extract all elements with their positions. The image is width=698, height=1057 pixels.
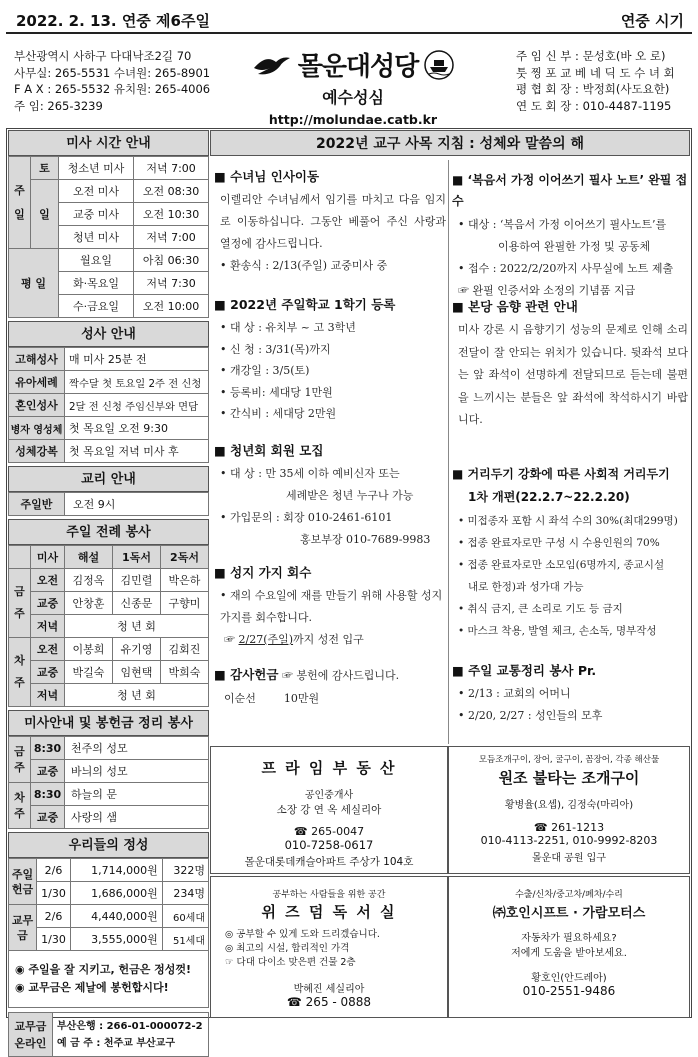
sacrament-name: 혼인성사	[9, 394, 65, 417]
traffic-item: • 2/13 : 교회의 어머니	[458, 687, 571, 700]
church-url[interactable]: http://molundae.catb.kr	[268, 112, 438, 127]
school-item: • 개강일 : 3/5(토)	[220, 364, 310, 377]
fax-line: F A X : 265-5532 유치원: 265-4006	[14, 82, 211, 96]
offering-count: 322명	[162, 859, 208, 882]
church-staff	[516, 48, 675, 114]
church-logo	[242, 46, 464, 127]
sacrament-name: 유아세례	[9, 371, 65, 394]
offering-amount: 4,440,000원	[71, 905, 163, 928]
ad-line: 자동차가 필요하세요?	[521, 933, 617, 944]
main-content	[210, 130, 690, 156]
ad-phone: ☎ 265-0047	[293, 825, 365, 838]
ad-address: 몰운대롯데캐슬아파트 주상가 104호	[244, 856, 414, 868]
offering-date: 2/6	[37, 859, 71, 882]
offering-note: ◉ 교무금은 제날에 봉헌합시다!	[15, 981, 169, 994]
guide-table	[8, 736, 209, 829]
church-name: 몰운대성당	[297, 52, 419, 82]
sat-mass-time: 저녁 7:00	[134, 157, 209, 180]
altar-mass: 저녁	[31, 615, 65, 638]
guide-this-week-label: 금주	[9, 737, 31, 783]
staff-prayer: 연 도 회 장 : 010-4487-1195	[516, 98, 672, 113]
ad-line: ◎ 공부할 수 있게 도와 드리겠습니다.	[225, 929, 380, 940]
school-item: • 대 상 : 유치부 ~ 고 3학년	[220, 321, 356, 334]
offering-count: 51세대	[162, 928, 208, 951]
sun-mass-time: 오전 08:30	[134, 180, 209, 203]
altar-mass: 오전	[31, 638, 65, 661]
left-column	[8, 130, 209, 1057]
altar-next-week-label: 차주	[9, 638, 31, 707]
sun-mass-time: 오전 10:30	[134, 203, 209, 226]
sacrament-name: 고해성사	[9, 348, 65, 371]
altar-mass: 교중	[31, 661, 65, 684]
traffic-notice	[452, 660, 688, 727]
ad-studyroom	[210, 876, 448, 1018]
bible-title: ■ ‘복음서 가정 이어쓰기 필사 노트’ 완필 접수	[452, 173, 688, 208]
youth-item: 홍보부장 010-7689-9983	[300, 533, 431, 546]
youth-title: ■ 청년회 회원 모집	[214, 443, 324, 458]
school-item: • 등록비: 세대당 1만원	[220, 385, 333, 399]
offering-amount: 1,714,000원	[71, 859, 163, 882]
sun-mass-time: 저녁 7:00	[134, 226, 209, 249]
ad-owner: 박혜진 세실리아	[293, 984, 365, 995]
sat-mass-name: 청소년 미사	[59, 157, 134, 180]
altar-col-reading1: 1독서	[113, 546, 161, 569]
altar-group: 청 년 회	[65, 684, 209, 707]
ad-address: 몰운대 공원 입구	[532, 853, 606, 864]
offering-count: 234명	[162, 882, 208, 905]
ad-line: 공인중개사	[304, 790, 354, 801]
guide-mass: 8:30	[31, 737, 65, 760]
sacrament-info: 첫 목요일 오전 9:30	[65, 417, 209, 440]
weekday-label: 평 일	[9, 249, 59, 318]
guide-group: 사랑의 샘	[65, 806, 209, 829]
traffic-title: ■ 주일 교통정리 봉사 Pr.	[452, 663, 597, 678]
header-bar	[6, 4, 692, 34]
ad-realestate	[210, 746, 448, 874]
altar-title: 주일 전례 봉사	[8, 519, 209, 545]
youth-item: • 가입문의 : 회장 010-2461-6101	[220, 511, 393, 524]
palm-note-prefix: ☞	[224, 633, 239, 646]
guide-title: 미사안내 및 봉헌금 정리 봉사	[8, 710, 209, 736]
nun-note: • 환송식 : 2/13(주일) 교중미사 중	[220, 259, 388, 272]
online-bank: 부산은행 : 266-01-000072-2	[57, 1020, 203, 1032]
ad-line: 수출/신차/중고차/폐차/수리	[515, 890, 623, 900]
sacraments-table	[8, 347, 209, 463]
pastor-phone-line: 주 임: 265-3239	[14, 98, 103, 113]
altar-person: 박길숙	[65, 661, 113, 684]
offering-title: 우리들의 정성	[8, 832, 209, 858]
altar-col-reading2: 2독서	[161, 546, 209, 569]
altar-mass: 오전	[31, 569, 65, 592]
sacraments-title: 성사 안내	[8, 321, 209, 347]
youth-notice	[214, 440, 446, 551]
address-line: 부산광역시 사하구 다대낙조2길 70	[14, 49, 192, 63]
bible-item: 이용하여 완필한 가정 및 공동체	[498, 240, 651, 253]
ad-line: 소장 강 연 옥 세실리아	[276, 804, 382, 816]
phone-line: 사무실: 265-5531 수녀원: 265-8901	[14, 65, 211, 80]
thanks-note: ☞ 봉헌에 감사드립니다.	[278, 669, 400, 682]
altar-person: 김민렬	[113, 569, 161, 592]
weekday-mass-name: 월요일	[59, 249, 134, 272]
distance-subtitle: 1차 개편(22.2.7~22.2.20)	[468, 490, 630, 504]
sacrament-info: 짝수달 첫 토요일 2주 전 신청	[65, 371, 209, 394]
ad-line: ☞ 다대 다이소 맞은편 건물 2층	[225, 957, 356, 968]
sacrament-name: 성체강복	[9, 440, 65, 463]
palm-notice	[214, 562, 446, 650]
weekday-mass-name: 수·금요일	[59, 295, 134, 318]
offering-date: 1/30	[37, 882, 71, 905]
ad-phone: 010-4113-2251, 010-9992-8203	[480, 834, 658, 847]
offering-count: 60세대	[162, 905, 208, 928]
altar-this-week-label: 금주	[9, 569, 31, 638]
altar-person: 이봉희	[65, 638, 113, 661]
ad-line: ◎ 최고의 시설, 합리적인 가격	[225, 943, 350, 954]
ad-line: 저에게 도움을 받아보세요.	[511, 948, 627, 959]
staff-sisters: 툿 찡 포 교 베 네 딕 도 수 녀 회	[516, 65, 675, 80]
distance-item: • 접종 완료자로만 구성 시 수용인원의 70%	[458, 537, 660, 549]
church-contacts	[14, 48, 210, 114]
ad-owner: 황병율(요셉), 김정숙(마리아)	[504, 800, 634, 811]
thanks-notice	[214, 664, 446, 709]
catechism-table	[8, 492, 209, 516]
distance-notice	[452, 464, 688, 642]
guide-mass: 교중	[31, 806, 65, 829]
school-item: • 간식비 : 세대당 2만원	[220, 407, 337, 420]
column-divider	[448, 160, 449, 744]
school-notice	[214, 294, 446, 425]
school-fee-label: 교무금	[9, 905, 37, 951]
ship-icon	[424, 50, 454, 80]
weekday-mass-time: 오전 10:00	[134, 295, 209, 318]
nun-notice	[214, 166, 446, 276]
ad-phone: 010-2551-9486	[522, 984, 616, 998]
bible-item: • 대상 : ‘복음서 가정 이어쓰기 필사노트’를	[458, 218, 667, 231]
offering-date: 1/30	[37, 928, 71, 951]
palm-date: 2/27(주일)	[238, 633, 294, 646]
guide-next-week-label: 차주	[9, 783, 31, 829]
palm-note-suffix: 까지 성전 입구	[293, 633, 364, 646]
catechism-time: 오전 9시	[65, 493, 209, 516]
offering-note: ◉ 주일을 잘 지키고, 헌금은 정성껏!	[15, 963, 192, 976]
altar-person: 김정옥	[65, 569, 113, 592]
guide-group: 하늘의 문	[65, 783, 209, 806]
nun-body: 이렐리안 수녀님께서 임기를 마치고 다음 임지로 이동하십니다. 그동안 베풀어 주신 사랑과 열정에 감사드립니다.	[220, 193, 446, 250]
school-title: ■ 2022년 주일학교 1학기 등록	[214, 297, 396, 312]
sun-mass-name: 교중 미사	[59, 203, 134, 226]
date-week: 2022. 2. 13. 연중 제6주일	[16, 12, 210, 30]
sun-mass-name: 청년 미사	[59, 226, 134, 249]
altar-col-commentary: 해설	[65, 546, 113, 569]
altar-person: 유기영	[113, 638, 161, 661]
altar-col-mass: 미사	[31, 546, 65, 569]
guide-mass: 교중	[31, 760, 65, 783]
staff-council: 평 협 회 장 : 박정희(사도요한)	[516, 82, 670, 96]
ad-title: ㈜호인시프트 · 가람모터스	[492, 906, 646, 921]
bible-item: • 접수 : 2022/2/20까지 사무실에 노트 제출	[458, 262, 674, 275]
altar-person: 박은하	[161, 569, 209, 592]
catechism-label: 주일반	[9, 493, 65, 516]
palm-body: • 재의 수요일에 재를 만들기 위해 사용할 성지 가지를 회수합니다.	[220, 589, 443, 624]
church-info	[6, 38, 692, 126]
youth-item: 세례받은 청년 누구나 가능	[286, 489, 414, 502]
thanks-title: ■ 감사헌금	[214, 667, 279, 682]
thanks-donor: 이순선	[224, 692, 256, 705]
youth-item: • 대 상 : 만 35세 이하 예비신자 또는	[220, 467, 400, 480]
sacrament-info: 2달 전 신청 주임신부와 면담	[65, 394, 209, 417]
offering-amount: 3,555,000원	[71, 928, 163, 951]
ad-title: 위 즈 덤 독 서 실	[261, 903, 397, 921]
ad-phone: ☎ 265 - 0888	[286, 995, 372, 1009]
sun-day: 일	[31, 180, 59, 249]
nun-title: ■ 수녀님 인사이동	[214, 169, 320, 184]
altar-mass: 저녁	[31, 684, 65, 707]
sacrament-info: 매 미사 25분 전	[65, 348, 209, 371]
weekday-mass-time: 저녁 7:30	[134, 272, 209, 295]
altar-person: 임현택	[113, 661, 161, 684]
altar-mass: 교중	[31, 592, 65, 615]
mass-table	[8, 156, 209, 318]
distance-item: • 미접종자 포함 시 좌석 수의 30%(최대299명)	[458, 515, 678, 527]
ad-title: 프 라 임 부 동 산	[261, 759, 397, 777]
sunday-label: 주 일	[9, 157, 31, 249]
pastoral-banner: 2022년 교구 사목 지침 : 성체와 말씀의 해	[210, 130, 690, 156]
distance-item: 내로 한정)과 성가대 가능	[468, 581, 584, 593]
staff-pastor: 주 임 신 부 : 문성호(바 오 로)	[516, 49, 666, 63]
guide-group: 바늬의 성모	[65, 760, 209, 783]
distance-item: • 마스크 착용, 발열 체크, 손소독, 명부작성	[458, 625, 657, 637]
dove-icon	[252, 50, 292, 80]
offering-date: 2/6	[37, 905, 71, 928]
school-item: • 신 청 : 3/31(목)까지	[220, 342, 331, 356]
traffic-item: • 2/20, 2/27 : 성인들의 모후	[458, 709, 603, 722]
altar-person: 구향미	[161, 592, 209, 615]
altar-person: 박희숙	[161, 661, 209, 684]
ad-line: 공부하는 사람들을 위한 공간	[272, 890, 386, 900]
bible-item: ☞ 완필 인증서와 소정의 기념품 지급	[458, 284, 636, 297]
sunday-offering-label: 주일헌금	[9, 859, 37, 905]
sound-title: ■ 본당 음향 관련 안내	[452, 299, 578, 314]
offering-amount: 1,686,000원	[71, 882, 163, 905]
distance-item: • 접종 완료자로만 소모임(6명까지, 종교시설	[458, 559, 665, 571]
altar-group: 청 년 회	[65, 615, 209, 638]
ad-owner: 황호인(안드레아)	[531, 973, 607, 984]
offering-table	[8, 858, 209, 951]
church-patron: 예수성심	[322, 88, 384, 107]
sacrament-info: 첫 목요일 저녁 미사 후	[65, 440, 209, 463]
sat-day: 토	[31, 157, 59, 180]
ad-clam	[448, 746, 690, 874]
ad-phone: 010-7258-0617	[284, 838, 374, 852]
liturgical-season: 연중 시기	[620, 12, 684, 30]
altar-person: 김회진	[161, 638, 209, 661]
ad-title: 원조 불타는 조개구이	[498, 769, 640, 787]
sound-notice	[452, 296, 688, 432]
guide-mass: 8:30	[31, 783, 65, 806]
weekday-mass-name: 화·목요일	[59, 272, 134, 295]
altar-person: 안창훈	[65, 592, 113, 615]
ad-phone: ☎ 261-1213	[533, 821, 605, 834]
online-holder: 예 금 주 : 천주교 부산교구	[57, 1037, 176, 1049]
sun-mass-name: 오전 미사	[59, 180, 134, 203]
altar-table	[8, 545, 209, 707]
thanks-amount: 10만원	[283, 692, 320, 705]
distance-title: ■ 거리두기 강화에 따른 사회적 거리두기	[452, 467, 670, 481]
mass-title: 미사 시간 안내	[8, 130, 209, 156]
altar-person: 신종문	[113, 592, 161, 615]
distance-item: • 취식 금지, 큰 소리로 기도 등 금지	[458, 603, 623, 615]
online-label: 교무금 온라인	[9, 1013, 53, 1057]
catechism-title: 교리 안내	[8, 466, 209, 492]
ad-motors	[448, 876, 690, 1018]
ad-line: 모듬조개구이, 장어, 굴구이, 꼼장어, 각종 해산물	[478, 755, 660, 765]
sacrament-name: 병자 영성체	[9, 417, 65, 440]
palm-title: ■ 성지 가지 회수	[214, 565, 312, 580]
bible-notice	[452, 170, 688, 302]
sound-body: 미사 강론 시 음향기기 성능의 문제로 인해 소리 전달이 잘 안되는 위치가 있습니다. 뒷좌석 보다는 앞 좌석이 선명하게 전달되므로 듣는데 불편을 느끼시는 분들은 앞 좌석에 착석하시기 바랍니다.	[458, 323, 688, 426]
guide-group: 천주의 성모	[65, 737, 209, 760]
weekday-mass-time: 아침 06:30	[134, 249, 209, 272]
offering-notes	[8, 951, 209, 1008]
online-table	[8, 1012, 209, 1057]
